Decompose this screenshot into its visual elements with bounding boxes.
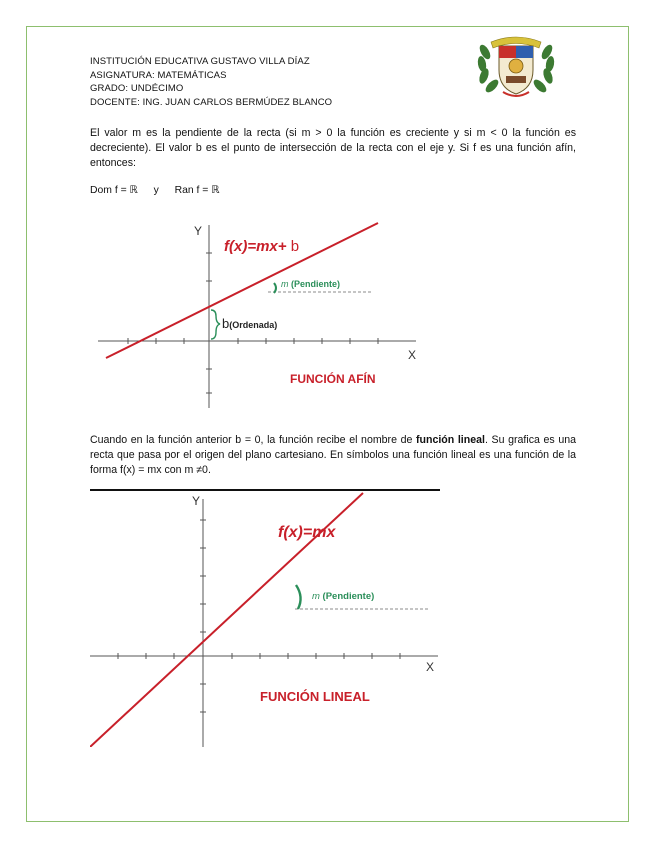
grade-line: GRADO: UNDÉCIMO [90, 83, 184, 94]
institution-name: INSTITUCIÓN EDUCATIVA GUSTAVO VILLA DÍAZ [90, 56, 310, 67]
linear-formula: f(x)=mx [278, 524, 336, 541]
linear-text-pre: Cuando en la función anterior b = 0, la función recibe el nombre de [90, 434, 416, 446]
conjunction-text: y [153, 185, 159, 196]
domain-range-line [90, 184, 219, 196]
intercept-brace [211, 310, 220, 339]
slope-label: m (Pendiente) [281, 279, 341, 289]
teacher-line: DOCENTE: ING. JUAN CARLOS BERMÚDEZ BLANCO [90, 96, 333, 108]
affine-formula: f(x)=mx+ b [224, 238, 300, 255]
intercept-label: b(Ordenada) [222, 316, 278, 331]
domain-text: Dom f = ℝ [90, 185, 138, 196]
affine-caption: FUNCIÓN AFÍN [290, 372, 376, 386]
linear-text-bold: función lineal [416, 434, 485, 446]
slope-label: m (Pendiente) [312, 591, 375, 602]
y-axis-label: Y [192, 494, 201, 508]
range-text: Ran f = ℝ [174, 185, 220, 196]
document-header [90, 55, 332, 109]
slope-angle-arc [274, 283, 276, 293]
x-axis-label: X [426, 660, 435, 674]
paragraph-slope-intercept: El valor m es la pendiente de la recta (si m > 0 la función es creciente y si m < 0 la función es decreciente). El valor b es el punto de intersección de la recta con el eje y. Si f es una función afín, entonces: [90, 127, 576, 169]
subject-line: ASIGNATURA: MATEMÁTICAS [90, 69, 227, 81]
linear-function-figure [90, 485, 440, 747]
school-crest-logo [473, 30, 559, 100]
linear-text-post: . Su grafica es una recta que pasa por el origen del plano cartesiano. En símbolos una función lineal es una función de la forma f(x) = mx con m ≠0. [90, 434, 576, 476]
y-axis-label: Y [194, 224, 203, 238]
x-axis-label: X [408, 348, 417, 362]
linear-caption: FUNCIÓN LINEAL [260, 689, 370, 704]
axis-ticks [118, 520, 400, 712]
slope-angle-arc [296, 585, 301, 609]
paragraph-linear-function [90, 433, 576, 478]
affine-function-figure [98, 213, 428, 408]
